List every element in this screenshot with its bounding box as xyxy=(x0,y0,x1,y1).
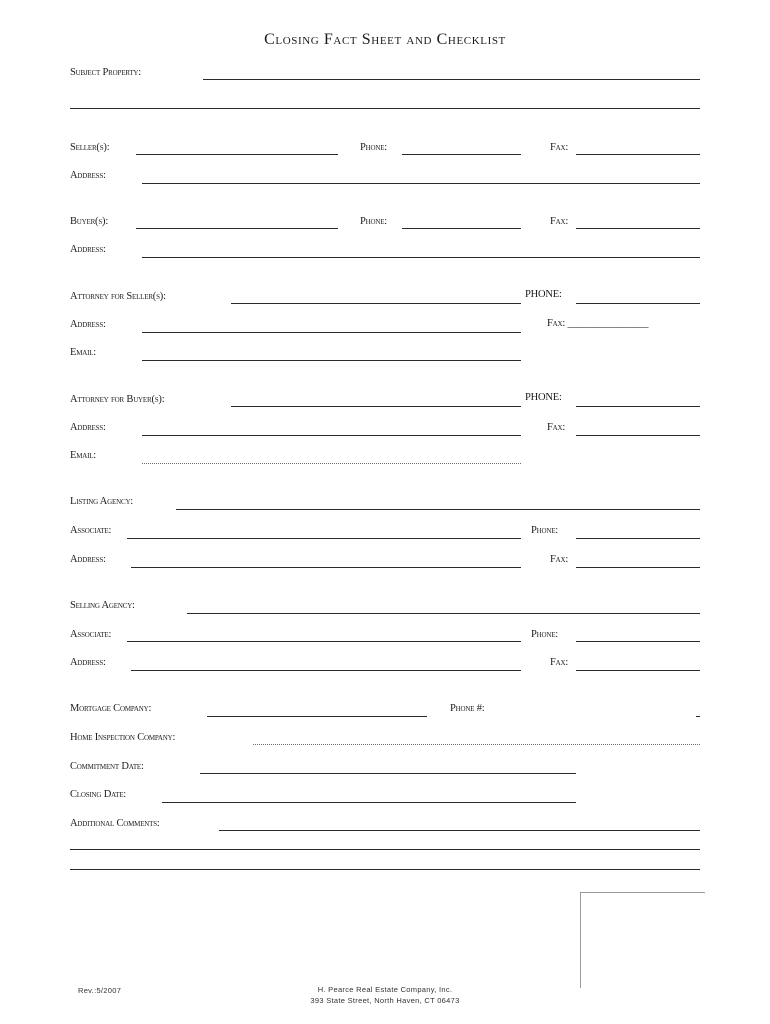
closing-date-field[interactable] xyxy=(162,802,576,803)
buyer-address-field[interactable] xyxy=(142,257,700,258)
additional-comments-label: Additional Comments: xyxy=(70,818,160,829)
attorney-seller-name-field[interactable] xyxy=(231,303,521,304)
seller-fax-field[interactable] xyxy=(576,154,700,155)
attorney-buyer-email-label: Email: xyxy=(70,450,97,461)
attorney-seller-phone-field[interactable] xyxy=(576,303,700,304)
buyer-phone-field[interactable] xyxy=(402,228,521,229)
mortgage-company-field[interactable] xyxy=(207,716,427,717)
attorney-seller-phone-label: PHONE: xyxy=(525,289,562,300)
selling-address-label: Address: xyxy=(70,657,106,668)
buyer-name-field[interactable] xyxy=(136,228,338,229)
company-address: 393 State Street, North Haven, CT 06473 xyxy=(310,996,460,1005)
attorney-buyer-fax-field[interactable] xyxy=(576,435,700,436)
selling-phone-field[interactable] xyxy=(576,641,700,642)
corner-box xyxy=(580,892,705,988)
listing-address-field[interactable] xyxy=(131,567,521,568)
attorney-buyer-address-field[interactable] xyxy=(142,435,521,436)
form-title: Closing Fact Sheet and Checklist xyxy=(264,31,506,48)
mortgage-phone-label: Phone #: xyxy=(450,703,485,714)
attorney-seller-address-field[interactable] xyxy=(142,332,521,333)
listing-associate-label: Associate: xyxy=(70,525,112,536)
buyer-label: Buyer(s): xyxy=(70,216,109,227)
selling-fax-field[interactable] xyxy=(576,670,700,671)
listing-fax-label: Fax: xyxy=(550,554,569,565)
subject-property-label: Subject Property: xyxy=(70,67,141,78)
selling-agency-label: Selling Agency: xyxy=(70,600,135,611)
home-inspection-label: Home Inspection Company: xyxy=(70,732,176,743)
closing-date-label: Closing Date: xyxy=(70,789,127,800)
buyer-address-label: Address: xyxy=(70,244,106,255)
selling-agency-field[interactable] xyxy=(187,613,700,614)
seller-fax-label: Fax: xyxy=(550,142,569,153)
listing-address-label: Address: xyxy=(70,554,106,565)
attorney-seller-fax-label: Fax: ________________ xyxy=(547,318,649,329)
attorney-buyer-phone-label: PHONE: xyxy=(525,392,562,403)
selling-fax-label: Fax: xyxy=(550,657,569,668)
mortgage-phone-field[interactable] xyxy=(696,716,700,717)
attorney-seller-email-field[interactable] xyxy=(142,360,521,361)
additional-comments-field-line-2[interactable] xyxy=(70,849,700,850)
commitment-date-label: Commitment Date: xyxy=(70,761,144,772)
listing-phone-label: Phone: xyxy=(531,525,558,536)
listing-agency-label: Listing Agency: xyxy=(70,496,134,507)
seller-address-label: Address: xyxy=(70,170,106,181)
revision-note: Rev.:5/2007 xyxy=(78,986,122,995)
attorney-buyer-name-field[interactable] xyxy=(231,406,521,407)
attorney-seller-email-label: Email: xyxy=(70,347,97,358)
buyer-fax-label: Fax: xyxy=(550,216,569,227)
attorney-seller-address-label: Address: xyxy=(70,319,106,330)
listing-associate-field[interactable] xyxy=(127,538,521,539)
subject-property-field[interactable] xyxy=(203,79,700,80)
home-inspection-field[interactable] xyxy=(253,744,700,745)
mortgage-company-label: Mortgage Company: xyxy=(70,703,152,714)
seller-address-field[interactable] xyxy=(142,183,700,184)
selling-address-field[interactable] xyxy=(131,670,521,671)
subject-property-field-line-2[interactable] xyxy=(70,108,700,109)
attorney-seller-label: Attorney for Seller(s): xyxy=(70,291,166,302)
listing-fax-field[interactable] xyxy=(576,567,700,568)
selling-phone-label: Phone: xyxy=(531,629,558,640)
seller-label: Seller(s): xyxy=(70,142,110,153)
attorney-buyer-email-field[interactable] xyxy=(142,463,521,464)
buyer-fax-field[interactable] xyxy=(576,228,700,229)
seller-name-field[interactable] xyxy=(136,154,338,155)
listing-phone-field[interactable] xyxy=(576,538,700,539)
company-name: H. Pearce Real Estate Company, Inc. xyxy=(317,985,453,994)
attorney-buyer-fax-label: Fax: xyxy=(547,422,566,433)
attorney-buyer-label: Attorney for Buyer(s): xyxy=(70,394,165,405)
commitment-date-field[interactable] xyxy=(200,773,576,774)
additional-comments-field-line-3[interactable] xyxy=(70,869,700,870)
buyer-phone-label: Phone: xyxy=(360,216,387,227)
attorney-buyer-address-label: Address: xyxy=(70,422,106,433)
selling-associate-label: Associate: xyxy=(70,629,112,640)
seller-phone-label: Phone: xyxy=(360,142,387,153)
attorney-buyer-phone-field[interactable] xyxy=(576,406,700,407)
selling-associate-field[interactable] xyxy=(127,641,521,642)
additional-comments-field[interactable] xyxy=(219,830,700,831)
seller-phone-field[interactable] xyxy=(402,154,521,155)
listing-agency-field[interactable] xyxy=(176,509,700,510)
